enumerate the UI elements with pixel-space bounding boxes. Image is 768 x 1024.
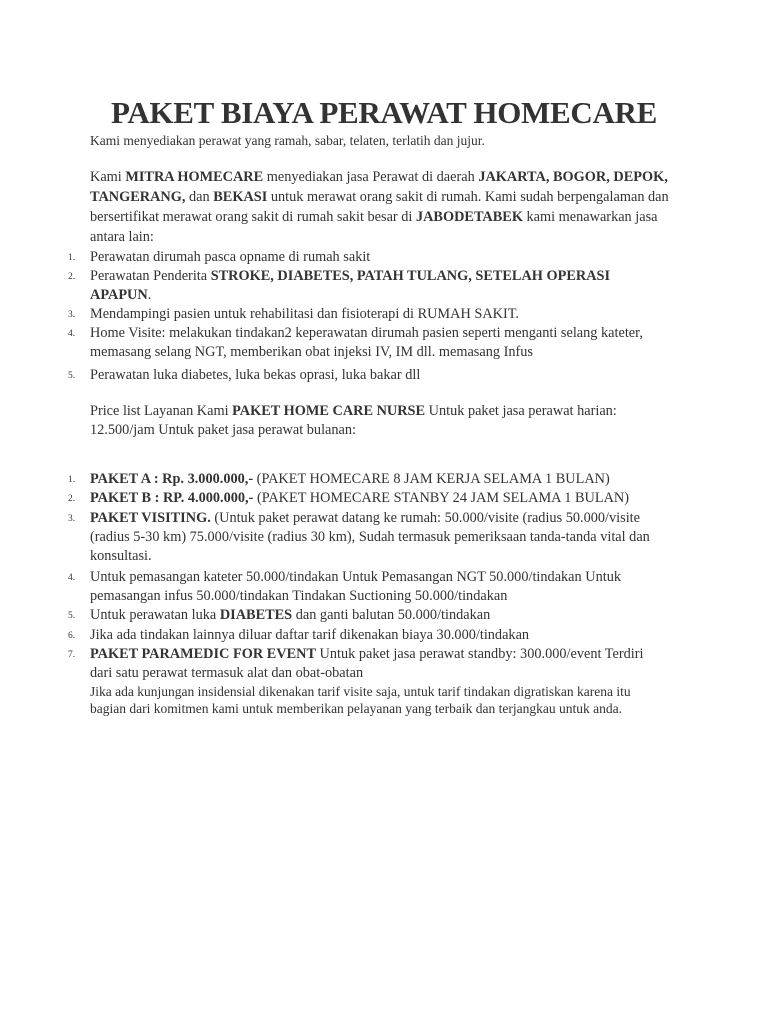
package-item-4: Untuk pemasangan kateter 50.000/tindakan Untuk Pemasangan NGT 50.000/tindakan Untuk xyxy=(90,569,621,585)
package-desc: Untuk paket jasa perawat standby: 300.000/event Terdiri xyxy=(315,646,644,662)
pricelist-text: Price list Layanan Kami xyxy=(90,403,233,419)
package-item-3-cont: konsultasi. xyxy=(90,548,152,564)
closing-line-1: Jika ada kunjungan insidensial dikenakan tarif visite saja, untuk tarif tindakan digratiskan karena itu xyxy=(90,684,631,699)
package-item-7 xyxy=(90,645,690,664)
closing-line-2: bagian dari komitmen kami untuk memberikan pelayanan yang terbaik dan terjangkau untuk anda. xyxy=(90,701,622,716)
package-name: PAKET HOME CARE NURSE xyxy=(232,403,426,419)
package-price: PAKET VISITING. xyxy=(90,510,211,526)
service-emphasis: STROKE, DIABETES, PATAH TULANG, SETELAH OPERASI xyxy=(210,268,611,284)
pricelist-line-1 xyxy=(90,402,690,421)
list-number: 3. xyxy=(68,514,76,524)
region-list: JAKARTA, BOGOR, DEPOK, xyxy=(478,169,668,185)
service-item-4-cont: memasang selang NGT, memberikan obat injeksi IV, IM dll. memasang Infus xyxy=(90,344,533,360)
pricelist-text: Untuk paket jasa perawat harian: xyxy=(425,403,617,419)
list-number: 2. xyxy=(68,494,76,504)
document-title: PAKET BIAYA PERAWAT HOMECARE xyxy=(111,95,657,130)
list-number: 5. xyxy=(68,371,76,381)
about-line-2 xyxy=(90,188,690,207)
package-desc: (PAKET HOMECARE STANBY 24 JAM SELAMA 1 BULAN) xyxy=(253,490,630,506)
service-item-2-cont xyxy=(90,286,690,305)
region-name: JABODETABEK xyxy=(415,209,523,225)
package-item-5 xyxy=(90,606,690,625)
service-item-1: Perawatan dirumah pasca opname di rumah sakit xyxy=(90,249,371,265)
package-item-1 xyxy=(90,470,690,489)
service-text: Perawatan Penderita xyxy=(90,268,211,284)
service-item-2 xyxy=(90,267,690,286)
package-item-4-cont: pemasangan infus 50.000/tindakan Tindakan Suctioning 50.000/tindakan xyxy=(90,588,508,604)
package-desc: Untuk perawatan luka xyxy=(90,607,220,623)
list-number: 4. xyxy=(68,573,76,583)
package-price: PAKET B : RP. 4.000.000,- xyxy=(90,490,254,506)
pricelist-line-2: 12.500/jam Untuk paket jasa perawat bulanan: xyxy=(90,422,357,438)
about-text: kami menawarkan jasa xyxy=(522,209,658,225)
service-text: . xyxy=(147,287,152,303)
package-desc: dan ganti balutan 50.000/tindakan xyxy=(292,607,491,623)
list-number: 3. xyxy=(68,310,76,320)
company-name: MITRA HOMECARE xyxy=(125,169,264,185)
package-price: PAKET A : Rp. 3.000.000,- xyxy=(90,471,254,487)
package-item-2 xyxy=(90,489,690,508)
list-number: 4. xyxy=(68,329,76,339)
about-line-1 xyxy=(90,168,690,187)
about-text: Kami xyxy=(90,169,126,185)
about-text: menyediakan jasa Perawat di daerah xyxy=(263,169,479,185)
list-number: 1. xyxy=(68,475,76,485)
service-item-4: Home Visite: melakukan tindakan2 keperawatan dirumah pasien seperti menganti selang kateter, xyxy=(90,325,643,341)
list-number: 6. xyxy=(68,631,76,641)
package-desc: (Untuk paket perawat datang ke rumah: 50.000/visite (radius 50.000/visite xyxy=(210,510,640,526)
package-price: PAKET PARAMEDIC FOR EVENT xyxy=(90,646,316,662)
package-item-7-cont: dari satu perawat termasuk alat dan obat-obatan xyxy=(90,665,364,681)
service-item-3: Mendampingi pasien untuk rehabilitasi dan fisioterapi di RUMAH SAKIT. xyxy=(90,306,519,322)
package-item-3-cont: (radius 5-30 km) 75.000/visite (radius 30 km), Sudah termasuk pemeriksaan tanda-tanda vital dan xyxy=(90,529,650,545)
about-text: dan xyxy=(185,189,214,205)
about-line-3 xyxy=(90,208,690,227)
region-list: TANGERANG, xyxy=(90,189,186,205)
service-emphasis: APAPUN xyxy=(90,287,148,303)
package-item-3 xyxy=(90,509,690,528)
list-number: 1. xyxy=(68,253,76,263)
list-number: 2. xyxy=(68,272,76,282)
region-list: BEKASI xyxy=(213,189,268,205)
package-item-6: Jika ada tindakan lainnya diluar daftar tarif dikenakan biaya 30.000/tindakan xyxy=(90,627,530,643)
package-desc: (PAKET HOMECARE 8 JAM KERJA SELAMA 1 BULAN) xyxy=(253,471,610,487)
list-number: 7. xyxy=(68,650,76,660)
service-item-5: Perawatan luka diabetes, luka bekas oprasi, luka bakar dll xyxy=(90,367,421,383)
about-text: untuk merawat orang sakit di rumah. Kami sudah berpengalaman dan xyxy=(267,189,669,205)
package-emphasis: DIABETES xyxy=(219,607,293,623)
about-text: bersertifikat merawat orang sakit di rumah sakit besar di xyxy=(90,209,416,225)
intro-text: Kami menyediakan perawat yang ramah, sabar, telaten, terlatih dan jujur. xyxy=(90,133,485,148)
about-line-4: antara lain: xyxy=(90,229,154,245)
list-number: 5. xyxy=(68,611,76,621)
